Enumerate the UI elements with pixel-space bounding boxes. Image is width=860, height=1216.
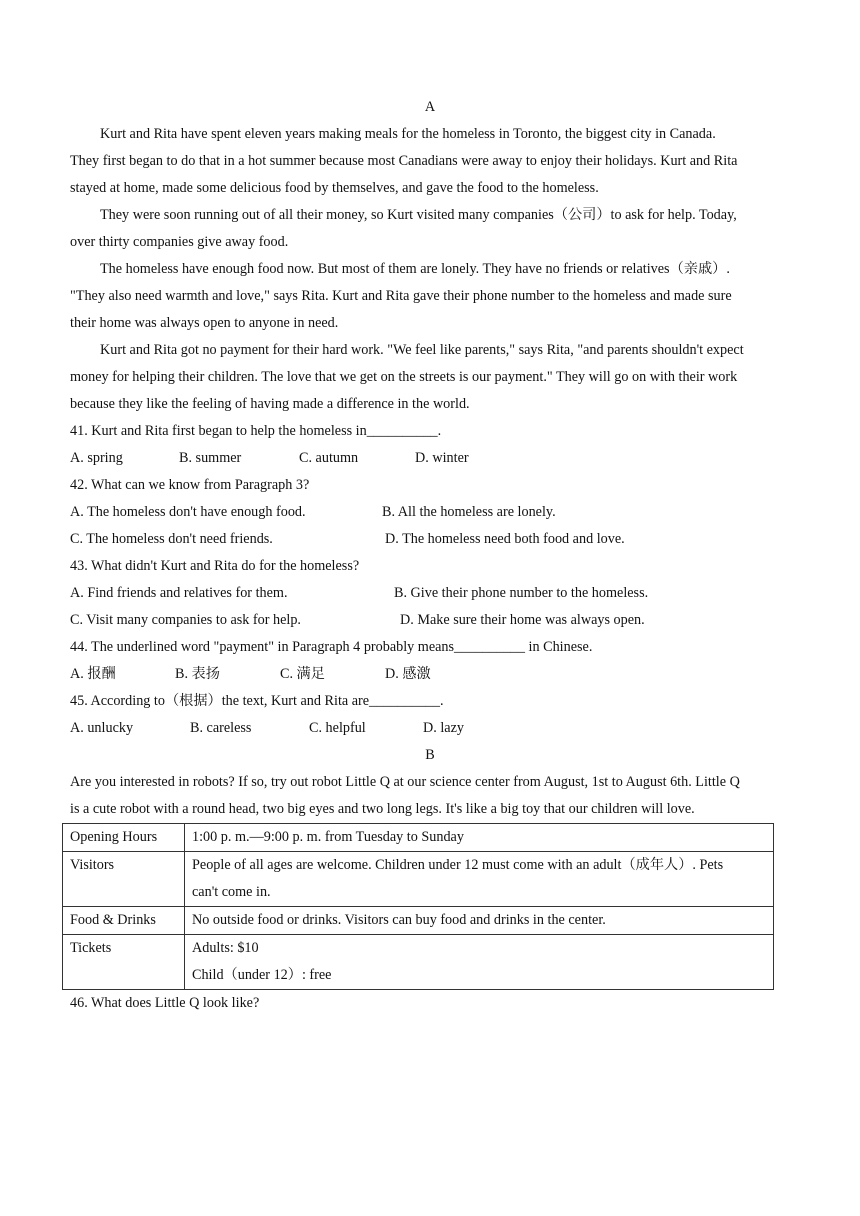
option-d[interactable]: D. Make sure their home was always open. — [400, 612, 645, 628]
question-43-stem: 43. What didn't Kurt and Rita do for the homeless? — [70, 558, 360, 574]
option-b[interactable]: B. careless — [190, 720, 252, 736]
paragraph-line: Kurt and Rita got no payment for their hard work. "We feel like parents," says Rita, "and parents shouldn't expect — [100, 342, 744, 358]
paragraph-line: stayed at home, made some delicious food by themselves, and gave the food to the homeless. — [70, 180, 599, 196]
passage-paragraph-3 — [70, 256, 790, 337]
table-row — [63, 852, 774, 907]
table-row — [63, 935, 774, 990]
paragraph-line: because they like the feeling of having made a difference in the world. — [70, 396, 470, 412]
table-label: Food & Drinks — [63, 907, 185, 935]
option-d[interactable]: D. The homeless need both food and love. — [385, 531, 625, 547]
option-c[interactable]: C. Visit many companies to ask for help. — [70, 612, 301, 628]
option-a[interactable]: A. spring — [70, 450, 123, 466]
option-d[interactable]: D. 感激 — [385, 666, 431, 682]
option-a[interactable]: A. Find friends and relatives for them. — [70, 585, 288, 601]
paragraph-line: their home was always open to anyone in need. — [70, 315, 339, 331]
question-42-stem: 42. What can we know from Paragraph 3? — [70, 477, 310, 493]
table-value: People of all ages are welcome. Children under 12 must come with an adult（成年人）. Pets can't come in. — [185, 852, 774, 907]
option-a[interactable]: A. 报酬 — [70, 666, 116, 682]
question-46-stem: 46. What does Little Q look like? — [70, 995, 260, 1011]
option-b[interactable]: B. Give their phone number to the homeless. — [394, 585, 649, 601]
intro-line: Are you interested in robots? If so, try out robot Little Q at our science center from August, 1st to August 6th. Little Q — [70, 774, 740, 790]
table-value: 1:00 p. m.—9:00 p. m. from Tuesday to Sunday — [185, 824, 774, 852]
table-label: Opening Hours — [63, 824, 185, 852]
option-d[interactable]: D. winter — [415, 450, 469, 466]
paragraph-line: They first began to do that in a hot summer because most Canadians were away to enjoy their holidays. Kurt and Rita — [70, 153, 738, 169]
option-d[interactable]: D. lazy — [423, 720, 464, 736]
intro-line: is a cute robot with a round head, two big eyes and two long legs. It's like a big toy that our children will love. — [70, 801, 695, 817]
section-b-heading: B — [425, 747, 435, 763]
document-page — [70, 94, 790, 1017]
question-45-stem: 45. According to（根据）the text, Kurt and Rita are__________. — [70, 693, 444, 709]
info-table — [62, 823, 774, 990]
option-c[interactable]: C. helpful — [309, 720, 366, 736]
question-42-options-row-1 — [70, 499, 790, 526]
table-value: Adults: $10 Child（under 12）: free — [185, 935, 774, 990]
table-value: No outside food or drinks. Visitors can buy food and drinks in the center. — [185, 907, 774, 935]
option-c[interactable]: C. autumn — [299, 450, 359, 466]
option-c[interactable]: C. 满足 — [280, 666, 325, 682]
question-42-options-row-2 — [70, 526, 790, 553]
section-a-heading: A — [424, 99, 436, 115]
option-a[interactable]: A. The homeless don't have enough food. — [70, 504, 306, 520]
passage-paragraph-2 — [70, 202, 790, 256]
option-c[interactable]: C. The homeless don't need friends. — [70, 531, 273, 547]
option-b[interactable]: B. 表扬 — [175, 666, 220, 682]
paragraph-line: over thirty companies give away food. — [70, 234, 289, 250]
option-a[interactable]: A. unlucky — [70, 720, 134, 736]
table-label: Tickets — [63, 935, 185, 990]
option-b[interactable]: B. summer — [179, 450, 242, 466]
question-44-stem: 44. The underlined word "payment" in Paragraph 4 probably means__________ in Chinese. — [70, 639, 593, 655]
paragraph-line: They were soon running out of all their money, so Kurt visited many companies（公司）to ask for help. Today, — [100, 207, 737, 223]
question-45-options — [70, 715, 790, 742]
paragraph-line: money for helping their children. The love that we get on the streets is our payment." They will go on with their work — [70, 369, 738, 385]
table-row — [63, 907, 774, 935]
question-41-stem: 41. Kurt and Rita first began to help the homeless in__________. — [70, 423, 442, 439]
question-44-options — [70, 661, 790, 688]
passage-paragraph-1 — [70, 121, 790, 202]
paragraph-line: Kurt and Rita have spent eleven years making meals for the homeless in Toronto, the biggest city in Canada. — [100, 126, 716, 142]
question-43-options-row-2 — [70, 607, 790, 634]
table-row — [63, 824, 774, 852]
question-43-options-row-1 — [70, 580, 790, 607]
passage-paragraph-4 — [70, 337, 790, 418]
question-41-options — [70, 445, 790, 472]
option-b[interactable]: B. All the homeless are lonely. — [382, 504, 556, 520]
paragraph-line: The homeless have enough food now. But most of them are lonely. They have no friends or relatives（亲戚）. — [100, 261, 730, 277]
table-label: Visitors — [63, 852, 185, 907]
paragraph-line: "They also need warmth and love," says Rita. Kurt and Rita gave their phone number to the homeless and made sure — [70, 288, 732, 304]
